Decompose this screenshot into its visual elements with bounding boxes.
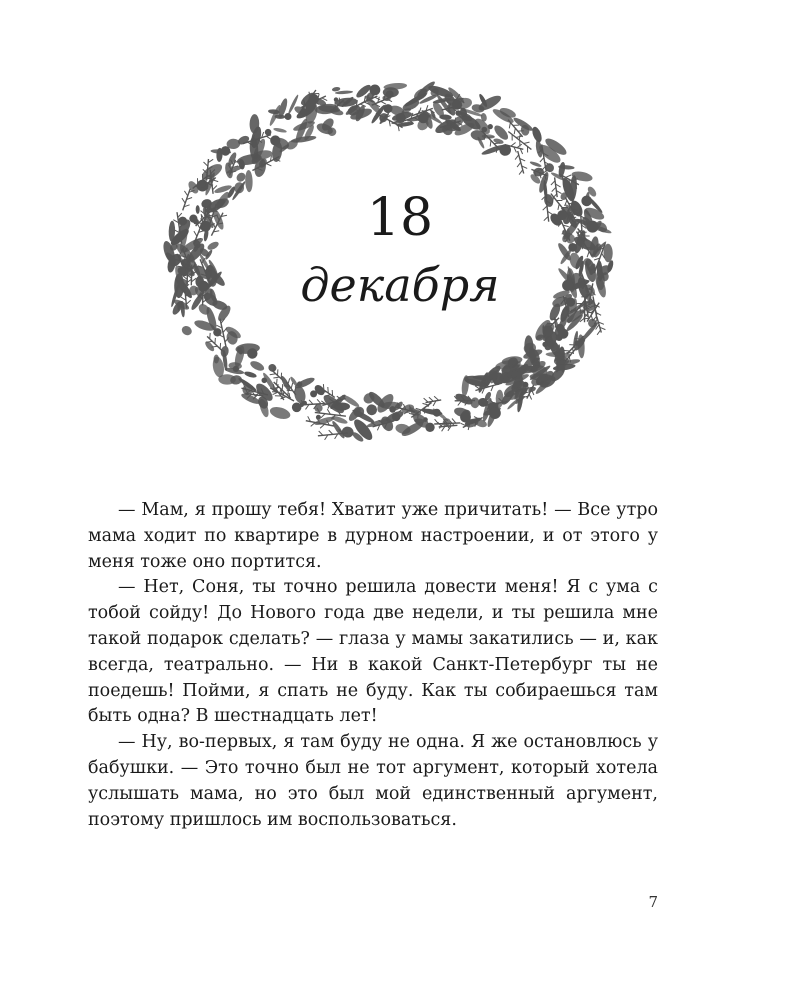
chapter-day: 18	[366, 188, 434, 248]
chapter-month: декабря	[300, 258, 500, 312]
paragraph-3: — Ну, во-первых, я там буду не одна. Я же остановлюсь у бабушки. — Это точно был не тот аргумент, который хотела услышать мама, но это был мой единственный аргумент, поэтому пришлось им воспользоваться.	[88, 732, 658, 830]
paragraph-1: — Мам, я прошу тебя! Хватит уже причитать! — Все утро мама ходит по квартире в дурном настроении, и от этого у меня тоже оно портится.	[88, 500, 658, 572]
body-text	[88, 498, 658, 833]
paragraph-2: — Нет, Соня, ты точно решила довести меня! Я с ума с тобой сойду! До Нового года две недели, и ты решила мне такой подарок сделать? — глаза у мамы закатились — и, как всегда, театрально. — Ни в какой Санкт-Петербург ты не поедешь! Пойми, я спать не буду. Как ты собираешься там быть одна? В шестнадцать лет!	[88, 577, 658, 727]
page-number: 7	[648, 893, 658, 911]
